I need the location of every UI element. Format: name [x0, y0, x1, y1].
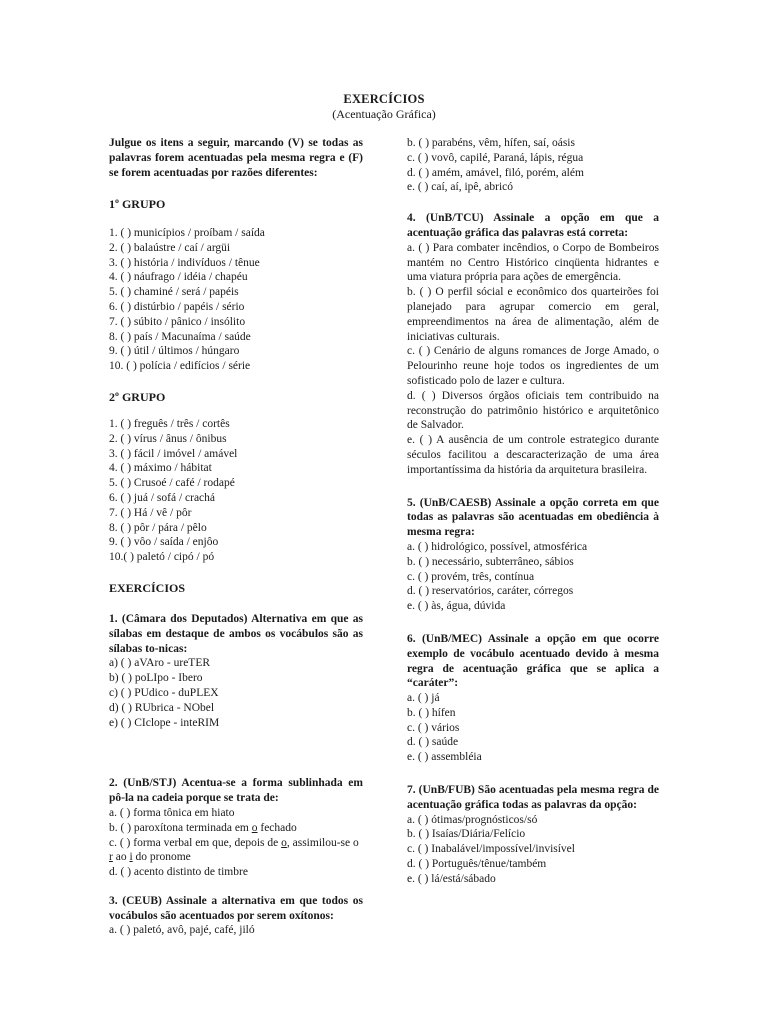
option: b. ( ) hífen	[407, 706, 456, 719]
question-7: 7. (UnB/FUB) São acentuadas pela mesma regra de acentuação gráfica todas as palavras da opção:	[407, 784, 659, 811]
left-column	[109, 136, 363, 938]
option: d. ( ) amém, amável, filó, porém, além	[407, 166, 584, 179]
question-4-options	[407, 241, 659, 478]
list-item: 8. ( ) pôr / pára / pêlo	[109, 521, 207, 534]
underlined-letter: i	[129, 851, 133, 864]
option: a. ( ) paletó, avô, pajé, café, jiló	[109, 924, 255, 937]
option-text: do pronome	[132, 851, 191, 864]
underlined-letter: o	[251, 821, 258, 834]
list-item: 2. ( ) balaústre / caí / argüi	[109, 241, 231, 254]
list-item: 1. ( ) municípios / proíbam / saída	[109, 227, 265, 239]
option: a. ( ) Para combater incêndios, o Corpo de Bombeiros mantém no Centro Histórico cinqüenta hidrantes e uma viatura própria para ações de emergência.	[407, 241, 659, 284]
option: d. ( ) Português/tênue/também	[407, 858, 547, 871]
list-item: 4. ( ) máximo / hábitat	[109, 462, 212, 475]
option: b) ( ) poLIpo - Ibero	[109, 672, 203, 685]
underlined-letter: o	[281, 836, 287, 849]
option-text: ao	[112, 851, 130, 864]
option: a. ( ) já	[407, 692, 440, 705]
list-item: 2. ( ) vírus / ânus / ônibus	[109, 432, 227, 445]
list-item: 9. ( ) útil / últimos / húngaro	[109, 345, 240, 358]
option: a. ( ) forma tônica em hiato	[109, 806, 235, 819]
list-item: 6. ( ) distúrbio / papéis / sério	[109, 300, 245, 313]
option: d. ( ) acento distinto de timbre	[109, 866, 248, 879]
list-item: 7. ( ) Há / vê / pôr	[109, 506, 192, 519]
list-item: 3. ( ) história / indivíduos / tênue	[109, 256, 260, 269]
question-5-options	[407, 540, 659, 614]
list-item: 8. ( ) país / Macunaíma / saúde	[109, 330, 251, 343]
option: c. ( ) Cenário de alguns romances de Jorge Amado, o Pelourinho reune hoje todos os ingredientes de um sofisticado polo de lazer e cultura.	[407, 345, 659, 387]
option: e. ( ) assembléia	[407, 751, 482, 764]
page-subtitle: (Acentuação Gráfica)	[332, 107, 436, 121]
underlined-letter: r	[109, 851, 113, 864]
option	[109, 821, 363, 836]
question-3: 3. (CEUB) Assinale a alternativa em que todos os vocábulos são acentuados por serem oxítonos:	[109, 894, 363, 922]
question-2: 2. (UnB/STJ) Acentua-se a forma sublinhada em pô-la na cadeia porque se trata de:	[109, 777, 363, 805]
list-item: 9. ( ) vôo / saída / enjôo	[109, 536, 219, 549]
list-item: 3. ( ) fácil / imóvel / amável	[109, 447, 238, 460]
question-3-options-continued	[407, 136, 659, 195]
list-item: 1. ( ) freguês / três / cortês	[109, 417, 230, 430]
group-2-list	[109, 417, 363, 565]
question-7-options	[407, 813, 659, 887]
option: b. ( ) parabéns, vêm, hífen, saí, oásis	[407, 137, 575, 149]
option: c) ( ) PUdico - duPLEX	[109, 686, 219, 699]
list-item: 10.( ) paletó / cipó / pó	[109, 551, 215, 564]
option: c. ( ) provém, três, contínua	[407, 570, 535, 583]
option: e. ( ) A ausência de um controle estrategico durante séculos facilitou a descaracterização de uma área importantíssima da história da arquitetura brasileira.	[407, 434, 659, 476]
option: b. ( ) Isaías/Diária/Felício	[407, 828, 526, 841]
question-1: 1. (Câmara dos Deputados) Alternativa em que as sílabas em destaque de ambos os vocábulos são as sílabas to-nicas:	[109, 612, 363, 655]
option: e) ( ) CIclope - inteRIM	[109, 716, 220, 729]
option: d. ( ) Diversos órgãos oficiais tem contribuido na reconstrução do patrimônio histórico e arquitetônico de Salvador.	[407, 389, 659, 432]
page-title: EXERCÍCIOS	[343, 92, 425, 106]
option-text: b. ( ) paroxítona terminada em	[109, 821, 252, 834]
option: b. ( ) O perfil sócial e econômico dos quarteirões foi planejado para agrupar comercio em geral, empreendimentos na área de alimentação, além de iniciativas culturais.	[407, 286, 659, 343]
option-text: c. ( ) forma verbal em que, depois de	[109, 836, 282, 849]
option: a. ( ) ótimas/prognósticos/só	[407, 813, 538, 826]
option: a. ( ) hidrológico, possível, atmosférica	[407, 540, 588, 553]
question-1-options	[109, 656, 363, 730]
option: d. ( ) reservatórios, caráter, córregos	[407, 585, 574, 598]
list-item: 7. ( ) súbito / pânico / insólito	[109, 315, 246, 328]
option: c. ( ) vários	[407, 721, 460, 734]
group-2-heading: 2º GRUPO	[109, 389, 166, 404]
list-item: 10. ( ) polícia / edifícios / série	[109, 360, 251, 373]
question-6: 6. (UnB/MEC) Assinale a opção em que ocorre exemplo de vocábulo acentuado devido à mesma regra de acentuação gráfica que se aplica a “caráter”:	[407, 632, 659, 690]
option: c. ( ) vovô, capilé, Paraná, lápis, régua	[407, 151, 584, 164]
list-item: 5. ( ) chaminé / será / papéis	[109, 286, 239, 299]
question-4: 4. (UnB/TCU) Assinale a opção em que a acentuação gráfica das palavras está correta:	[407, 212, 659, 239]
instructions: Julgue os itens a seguir, marcando (V) se todas as palavras forem acentuadas pela mesma regra e (F) se forem acentuadas por razões diferentes:	[109, 137, 363, 179]
exercises-heading: EXERCÍCIOS	[109, 580, 186, 595]
question-2-options	[109, 806, 363, 880]
option: a) ( ) aVAro - ureTER	[109, 657, 211, 670]
option	[109, 836, 363, 866]
option: c. ( ) Inabalável/impossível/invisível	[407, 843, 575, 856]
group-1-list	[109, 226, 363, 374]
list-item: 4. ( ) náufrago / idéia / chapéu	[109, 271, 248, 284]
option-text: fechado	[257, 821, 297, 834]
option-text: , assimilou-se o	[286, 836, 359, 849]
right-column	[407, 136, 659, 887]
list-item: 5. ( ) Crusoé / café / rodapé	[109, 477, 235, 490]
option: d. ( ) saúde	[407, 736, 459, 749]
option: e. ( ) lá/está/sábado	[407, 872, 496, 885]
option: b. ( ) necessário, subterrâneo, sábios	[407, 555, 574, 568]
list-item: 6. ( ) juá / sofá / crachá	[109, 491, 216, 504]
question-5: 5. (UnB/CAESB) Assinale a opção correta em que todas as palavras são acentuadas em obediência à mesma regra:	[407, 496, 659, 539]
group-1-heading: 1º GRUPO	[109, 197, 166, 211]
option: e. ( ) às, água, dúvida	[407, 600, 506, 613]
option: e. ( ) caí, aí, ipê, abricó	[407, 181, 513, 194]
question-6-options	[407, 691, 659, 765]
option: d) ( ) RUbrica - NObel	[109, 701, 215, 714]
